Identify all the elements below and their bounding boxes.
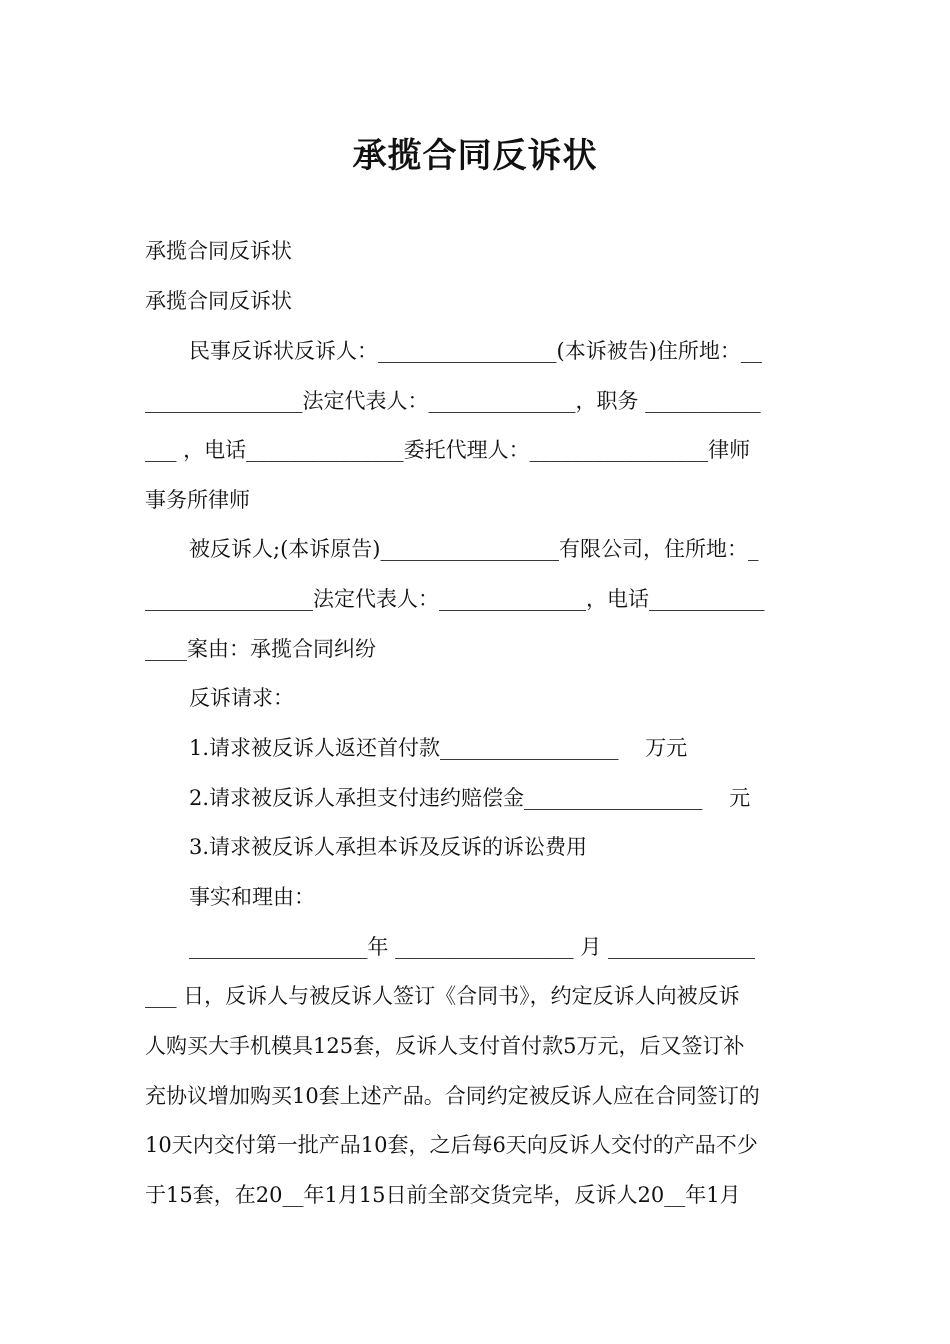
text-line: _______________法定代表人：______________，职务 ___________ [145,389,761,413]
text-line: ________________法定代表人：______________，电话___________ [145,587,765,611]
text-line: 民事反诉状反诉人：_________________(本诉被告)住所地：__ [189,339,762,363]
text-line: 10天内交付第一批产品10套，之后每6天向反诉人交付的产品不少 [145,1133,758,1157]
text-line: 1.请求被反诉人返还首付款_________________ 万元 [189,736,688,760]
text-line: ____案由：承揽合同纠纷 [145,637,376,661]
document-title: 承揽合同反诉状 [352,136,598,176]
text-line: ___ ，电话_______________委托代理人：_________________律师 [145,438,751,462]
text-line: 3.请求被反诉人承担本诉及反诉的诉讼费用 [189,835,588,859]
text-line: 事务所律师 [145,488,250,512]
text-line: 反诉请求： [189,686,294,710]
text-line: 被反诉人;(本诉原告)_________________有限公司，住所地：_ [189,537,759,561]
text-line: 人购买大手机模具125套，反诉人支付首付款5万元，后又签订补 [145,1034,745,1058]
text-line: 事实和理由： [189,885,315,909]
text-line: _________________年 _________________ 月 ______________ [189,935,756,959]
text-line: 2.请求被反诉人承担支付违约赔偿金_________________ 元 [189,786,751,810]
text-line: 充协议增加购买10套上述产品。合同约定被反诉人应在合同签订的 [145,1084,760,1108]
text-line: 承揽合同反诉状 [145,239,292,263]
text-line: ___ 日，反诉人与被反诉人签订《合同书》，约定反诉人向被反诉 [145,984,740,1008]
text-line: 承揽合同反诉状 [145,289,292,313]
text-line: 于15套，在20__年1月15日前全部交货完毕，反诉人20__年1月 [145,1183,741,1207]
